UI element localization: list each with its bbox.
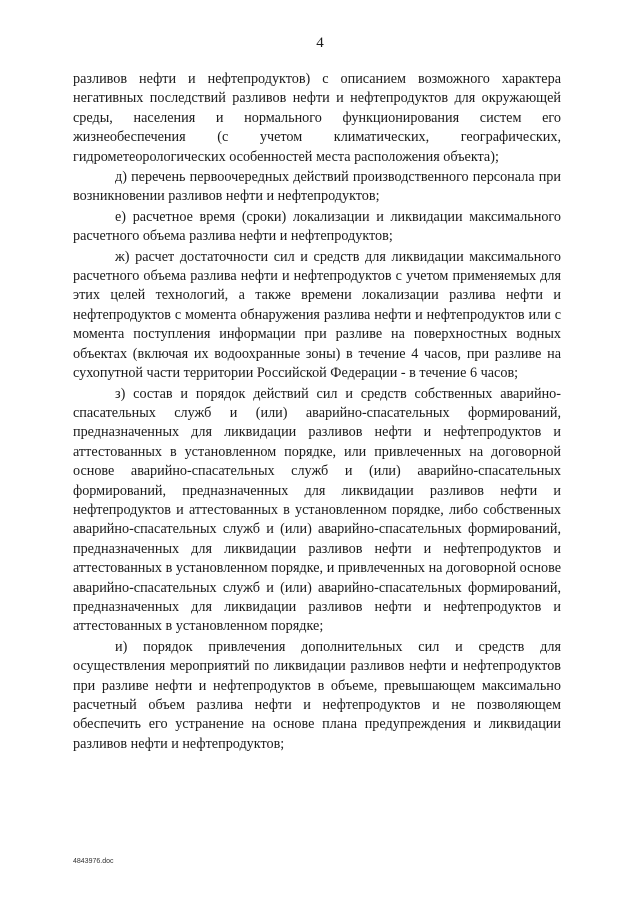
paragraph-item-i: и) порядок привлечения дополнительных сил и средств для осуществления мероприятий по ликвидации разливов нефти и нефтепродуктов при разливе нефти и нефтепродуктов в объеме, превышающем максимально расчетный объем разлива нефти и нефтепродуктов и не позволяющем обеспечить его устранение на основе плана предупреждения и ликвидации разливов нефти и нефтепродуктов;	[73, 638, 561, 752]
document-code-footer: 4843976.doc	[73, 858, 114, 865]
paragraph-item-z: з) состав и порядок действий сил и средств собственных аварийно-спасательных служб и (или) аварийно-спасательных формирований, предназначенных для ликвидации разливов нефти и нефтепродуктов и аттестованных в установленном порядке, или привлеченных на договорной основе аварийно-спасательных служб и (или) аварийно-спасательных формирований, предназначенных для ликвидации разливов нефти и нефтепродуктов и аттестованных в установленном порядке, либо собственных аварийно-спасательных служб и (или) аварийно-спасательных формирований, предназначенных для ликвидации разливов нефти и нефтепродуктов и аттестованных в установленном порядке, и привлеченных на договорной основе аварийно-спасательных служб и (или) аварийно-спасательных формирований, предназначенных для ликвидации разливов нефти и нефтепродуктов и аттестованных в установленном порядке;	[73, 385, 561, 635]
paragraph-item-d: д) перечень первоочередных действий производственного персонала при возникновении разливов нефти и нефтепродуктов;	[73, 169, 561, 205]
paragraph-item-e: е) расчетное время (сроки) локализации и ликвидации максимального расчетного объема разлива нефти и нефтепродуктов;	[73, 208, 561, 245]
paragraph-item-zh: ж) расчет достаточности сил и средств для ликвидации максимального расчетного объема разлива нефти и нефтепродуктов с учетом применяемых для этих целей технологий, а также времени локализации разлива нефти и нефтепродуктов с момента обнаружения разлива нефти и нефтепродуктов или с момента поступления информации при разливе на поверхностных водных объектах (включая их водоохранные зоны) в течение 4 часов, при разливе на сухопутной части территории Российской Федерации - в течение 6 часов;	[73, 248, 561, 382]
page-number: 4	[316, 35, 324, 51]
document-body	[73, 70, 561, 754]
paragraph-continuation: разливов нефти и нефтепродуктов) с описанием возможного характера негативных последствий разливов нефти и нефтепродуктов для окружающей среды, населения и нормального функционирования систем его жизнеобеспечения (с учетом климатических, географических, гидрометеорологических особенностей места расположения объекта);	[73, 71, 561, 165]
